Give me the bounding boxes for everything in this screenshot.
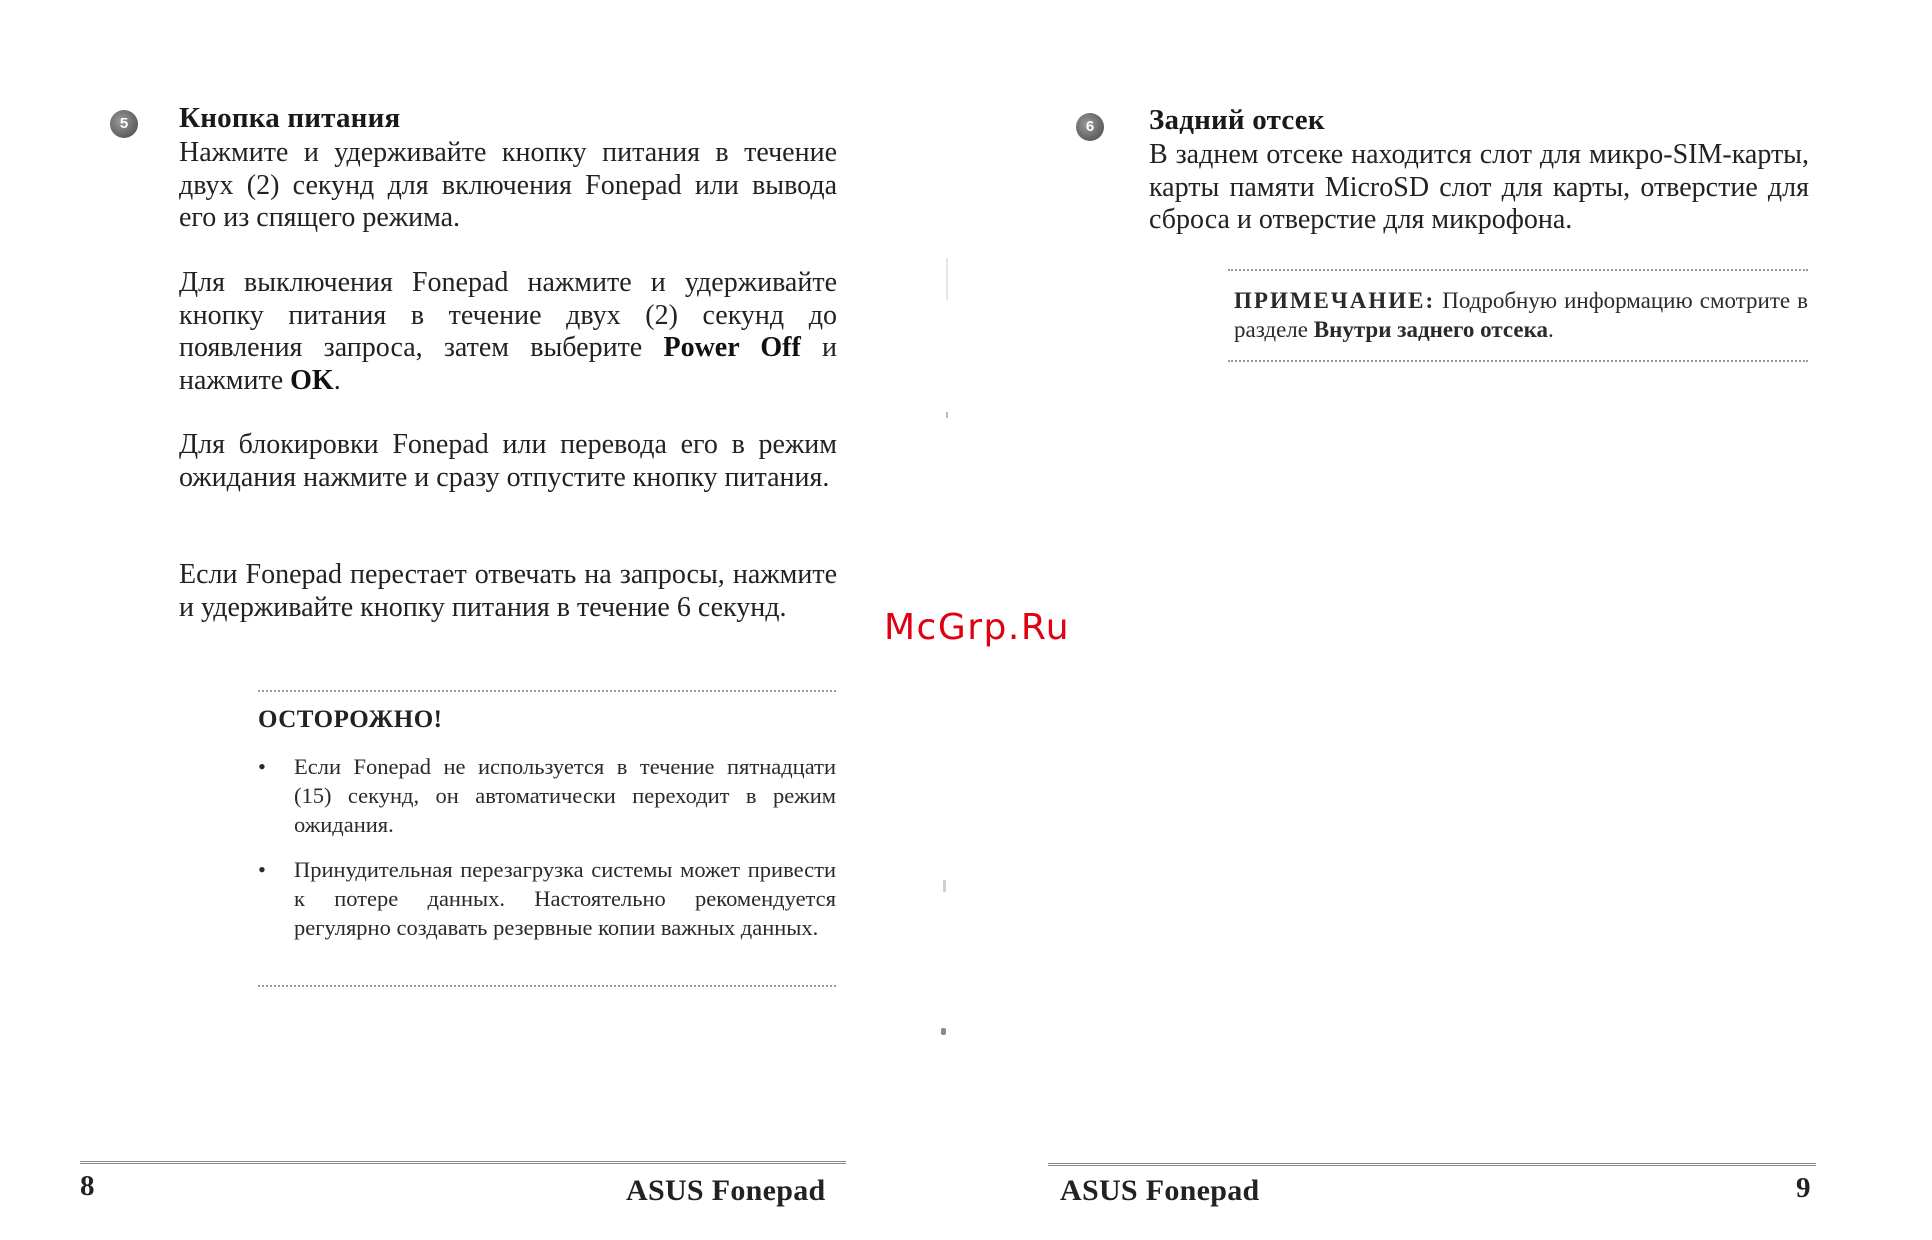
note-text: Подробную информацию смотрите в разделе: [1234, 288, 1808, 342]
section-heading-power-button: Кнопка питания: [179, 102, 401, 134]
note-end: .: [1548, 317, 1554, 342]
note-bottom-rule: [1228, 360, 1808, 362]
paragraph-power-off-text: Для выключения Fonepad нажмите и удерживайте кнопку питания в течение двух (2) секунд до появления запроса, затем выберите: [179, 267, 837, 363]
paragraph-lock: [179, 429, 837, 494]
caution-item-reboot-text: Принудительная перезагрузка системы может привести к потере данных. Настоятельно рекомендуется регулярно создавать резервные копии важных данных.: [294, 857, 836, 940]
scan-artifact: [943, 880, 946, 892]
section-5-number-icon: 5: [110, 110, 138, 138]
footer-brand-right: ASUS Fonepad: [1060, 1174, 1260, 1207]
scan-artifact: [946, 258, 948, 300]
scan-artifact: [941, 1028, 946, 1035]
note-reference: Внутри заднего отсека: [1313, 317, 1549, 342]
paragraph-unresponsive: [179, 559, 837, 624]
paragraph-power-off: [179, 267, 837, 397]
caution-list: [258, 752, 836, 958]
section-heading-rear-compartment: Задний отсек: [1149, 104, 1325, 136]
page-number-left: 8: [80, 1170, 95, 1202]
note-top-rule: [1228, 269, 1808, 271]
paragraph-power-off-mid: и нажмите: [179, 332, 838, 396]
scan-artifact: [946, 412, 948, 418]
power-off-term: Power Off: [663, 332, 801, 363]
footer-rule-right: [1048, 1163, 1816, 1166]
paragraph-lock-text: Для блокировки Fonepad или перевода его в режим ожидания нажмите и сразу отпустите кнопку питания.: [179, 429, 837, 493]
section-6-number-icon: 6: [1076, 113, 1104, 141]
caution-top-rule: [258, 690, 836, 692]
note-block: [1234, 286, 1808, 344]
bullet-icon: •: [258, 857, 266, 882]
paragraph-rear-compartment: В заднем отсеке находится слот для микро-SIM-карты, карты памяти MicroSD слот для карты, отверстие для сброса и отверстие для микрофона.: [1149, 139, 1809, 235]
paragraph-power-on: [179, 137, 837, 235]
bullet-icon: •: [258, 754, 266, 779]
note-label: ПРИМЕЧАНИЕ:: [1234, 288, 1436, 313]
ok-term: OK: [290, 364, 334, 396]
footer-rule-left: [80, 1161, 846, 1164]
watermark: McGrp.Ru: [884, 607, 1071, 648]
paragraph-power-off-end: .: [333, 364, 341, 396]
caution-item-standby-text: Если Fonepad не используется в течение пятнадцати (15) секунд, он автоматически переходит в режим ожидания.: [294, 754, 836, 837]
caution-bottom-rule: [258, 985, 836, 987]
footer-brand-left: ASUS Fonepad: [626, 1174, 826, 1207]
caution-title: ОСТОРОЖНО!: [258, 706, 443, 733]
right-page: [966, 0, 1932, 1240]
caution-item-reboot: [258, 855, 836, 942]
paragraph-power-on-text: Нажмите и удерживайте кнопку питания в течение двух (2) секунд для включения Fonepad или вывода его из спящего режима.: [179, 137, 837, 233]
caution-item-standby: [258, 752, 836, 839]
paragraph-unresponsive-text: Если Fonepad перестает отвечать на запросы, нажмите и удерживайте кнопку питания в течение 6 секунд.: [179, 559, 837, 623]
page-number-right: 9: [1796, 1172, 1811, 1204]
